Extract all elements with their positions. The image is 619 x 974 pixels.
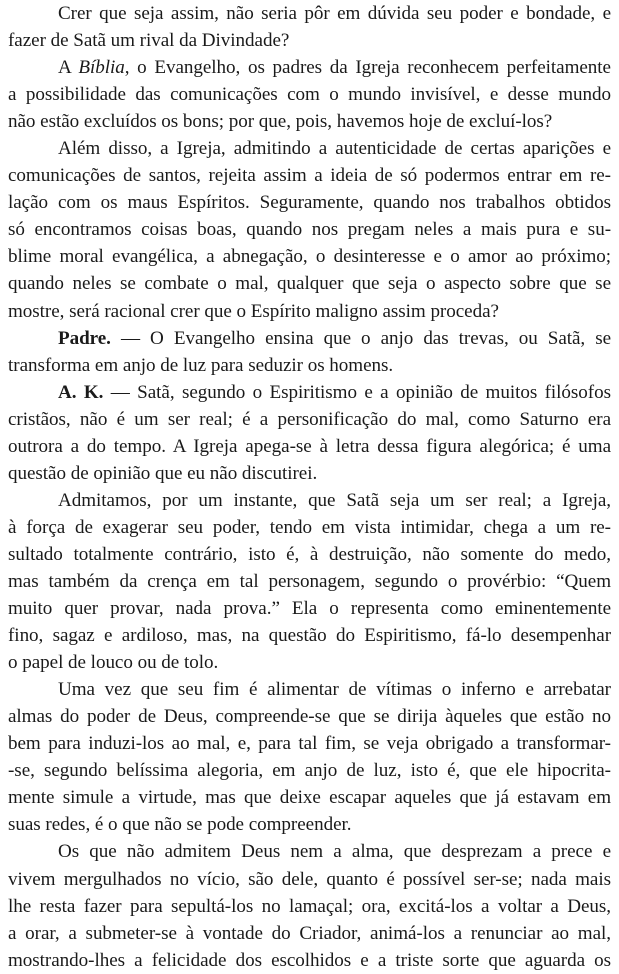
italic-title: Bíblia (78, 57, 125, 79)
text-fragment: o papel de louco ou de tolo. (8, 652, 219, 674)
text-fragment: a possibilidade das comunicações com o mundo invisível, e desse mundo (8, 84, 611, 106)
text-fragment: sultado totalmente contrário, isto é, à destruição, não somente do medo, (8, 543, 611, 565)
speaker-label: A. K. (58, 381, 104, 403)
paragraph (8, 54, 611, 135)
text-line (8, 189, 611, 216)
paragraph (8, 325, 611, 379)
text-line (8, 730, 611, 757)
speaker-label: Padre. (58, 327, 111, 349)
text-fragment: A (58, 57, 79, 79)
paragraph (8, 838, 611, 973)
text-line (8, 379, 611, 406)
text-fragment: lação com os maus Espíritos. Seguramente, quando nos trabalhos obtidos (8, 192, 611, 214)
text-line (8, 108, 611, 135)
text-line (8, 162, 611, 189)
text-fragment: blime moral evangélica, a abnegação, o desinteresse e o amor ao próximo; (8, 246, 611, 268)
text-fragment: muito quer provar, nada prova.” Ela o representa como eminentemente (8, 598, 611, 620)
text-line (8, 595, 611, 622)
paragraph (8, 487, 611, 676)
text-line (8, 216, 611, 243)
text-fragment: Admitamos, por um instante, que Satã seja um ser real; a Igreja, (58, 489, 611, 511)
text-fragment: Além disso, a Igreja, admitindo a autenticidade de certas aparições e (58, 138, 611, 160)
text-fragment: não estão excluídos os bons; por que, pois, havemos hoje de excluí-los? (8, 111, 553, 133)
text-line (8, 811, 611, 838)
text-fragment: mas também da crença em tal personagem, segundo o provérbio: “Quem (8, 570, 611, 592)
text-line (8, 433, 611, 460)
text-fragment: -se, segundo belíssima alegoria, em anjo de luz, isto é, que ele hipocrita- (8, 760, 611, 782)
text-fragment: mostre, será racional crer que o Espírito maligno assim proceda? (8, 300, 499, 322)
text-line (8, 703, 611, 730)
paragraph (8, 135, 611, 324)
paragraph (8, 379, 611, 487)
text-fragment: só encontramos coisas boas, quando nos pregam neles a mais pura e su- (8, 219, 611, 241)
text-fragment: outrora a do tempo. A Igreja apega-se à letra dessa figura alegórica; é uma (8, 435, 611, 457)
text-line (8, 649, 611, 676)
text-line (8, 352, 611, 379)
text-line (8, 270, 611, 297)
text-fragment: à força de exagerar seu poder, tendo em vista intimidar, chega a um re- (8, 516, 611, 538)
paragraph (8, 0, 611, 54)
text-fragment: — O Evangelho ensina que o anjo das trevas, ou Satã, se (110, 327, 611, 349)
text-fragment: lhe resta fazer para sepultá-los no lamaçal; ora, excitá-los a voltar a Deus, (8, 895, 611, 917)
text-fragment: quando neles se combate o mal, qualquer que seja o aspecto sobre que se (8, 273, 611, 295)
text-fragment: questão de opinião que eu não discutirei. (8, 462, 318, 484)
text-line (8, 135, 611, 162)
text-line (8, 298, 611, 325)
text-line (8, 243, 611, 270)
text-fragment: comunicações de santos, rejeita assim a ideia de só podermos entrar em re- (8, 165, 611, 187)
text-line (8, 920, 611, 947)
text-fragment: Crer que seja assim, não seria pôr em dúvida seu poder e bondade, e (58, 3, 611, 24)
text-fragment: mente simule a virtude, mas que deixe escapar aqueles que já estavam em (8, 787, 611, 809)
text-fragment: vivem mergulhados no vício, são dele, quanto é possível ser-se; nada mais (8, 868, 611, 890)
text-fragment: transforma em anjo de luz para seduzir os homens. (8, 354, 394, 376)
text-fragment: suas redes, é o que não se pode compreender. (8, 814, 352, 836)
text-fragment: almas do poder de Deus, compreende-se que se dirija àqueles que estão no (8, 706, 611, 728)
text-line (8, 838, 611, 865)
text-line (8, 460, 611, 487)
text-fragment: , o Evangelho, os padres da Igreja reconhecem perfeitamente (124, 57, 611, 79)
text-line (8, 81, 611, 108)
text-line (8, 676, 611, 703)
text-fragment: Uma vez que seu fim é alimentar de vítimas o inferno e arrebatar (58, 679, 611, 701)
text-line (8, 27, 611, 54)
text-line (8, 893, 611, 920)
text-line (8, 541, 611, 568)
text-line (8, 622, 611, 649)
text-line (8, 406, 611, 433)
text-fragment: bem para induzi-los ao mal, e, para tal fim, se veja obrigado a transformar- (8, 733, 611, 755)
text-line (8, 568, 611, 595)
text-fragment: fazer de Satã um rival da Divindade? (8, 30, 290, 52)
text-fragment: — Satã, segundo o Espiritismo e a opinião de muitos filósofos (103, 381, 611, 403)
text-fragment: a orar, a submeter-se à vontade do Criador, animá-los a renunciar ao mal, (8, 922, 611, 944)
text-fragment: Os que não admitem Deus nem a alma, que desprezam a prece e (58, 841, 611, 863)
text-fragment: mostrando-lhes a felicidade dos escolhidos e a triste sorte que aguarda os (8, 949, 611, 971)
text-line (8, 0, 611, 27)
text-line (8, 947, 611, 974)
text-line (8, 54, 611, 81)
text-line (8, 757, 611, 784)
text-fragment: cristãos, não é um ser real; é a personificação do mal, como Saturno era (8, 408, 611, 430)
text-line (8, 784, 611, 811)
text-fragment: fino, sagaz e ardiloso, mas, na questão do Espiritismo, fá-lo desempenhar (8, 625, 611, 647)
paragraph (8, 676, 611, 838)
text-line (8, 487, 611, 514)
document-page (8, 0, 611, 974)
text-line (8, 514, 611, 541)
text-line (8, 325, 611, 352)
text-line (8, 866, 611, 893)
